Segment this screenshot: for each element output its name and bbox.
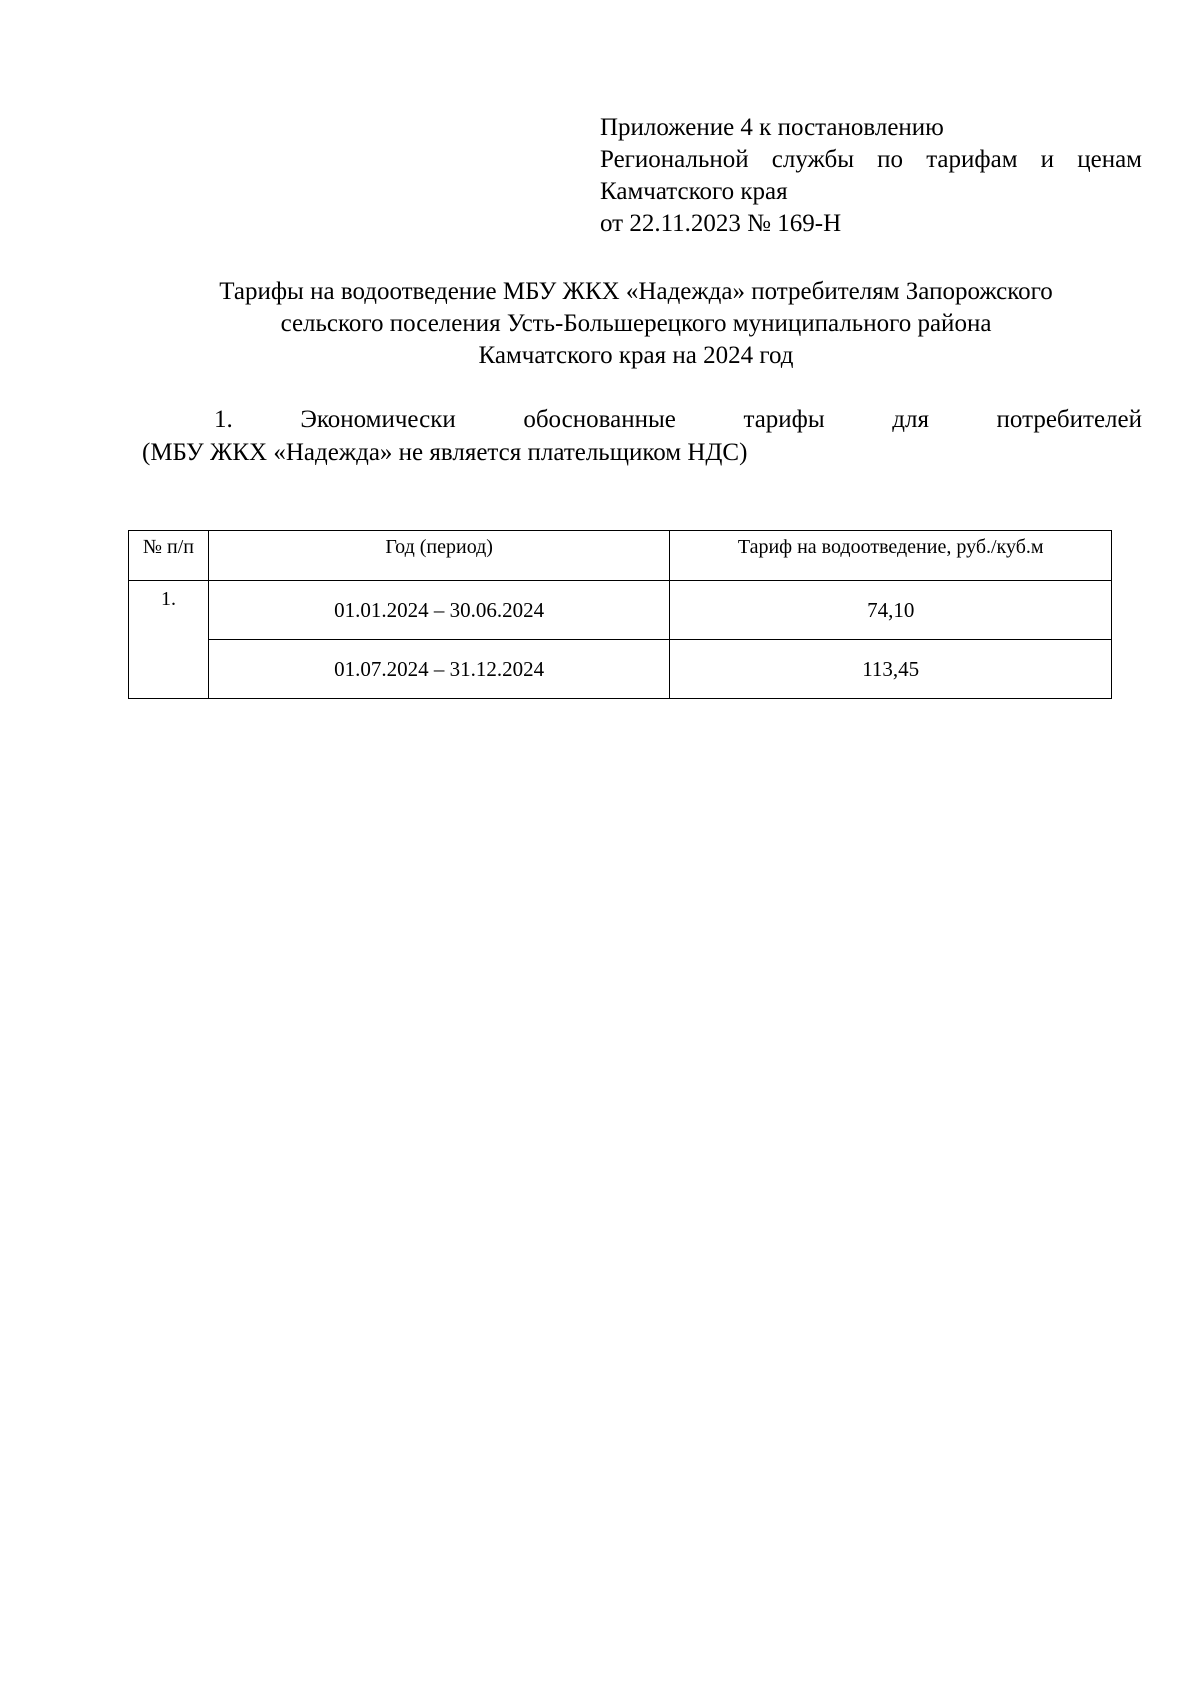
header-period: Год (период) bbox=[208, 531, 670, 581]
cell-period: 01.01.2024 – 30.06.2024 bbox=[208, 581, 670, 640]
appendix-line-3: Камчатского края bbox=[600, 178, 788, 205]
header-num: № п/п bbox=[129, 531, 209, 581]
table-header-row bbox=[129, 531, 1112, 581]
table-row bbox=[129, 640, 1112, 699]
title-line-1: Тарифы на водоотведение МБУ ЖКХ «Надежда» потребителям Запорожского bbox=[219, 278, 1053, 305]
appendix-line-1: Приложение 4 к постановлению bbox=[600, 114, 944, 141]
cell-tariff: 113,45 bbox=[670, 640, 1112, 699]
appendix-block bbox=[600, 112, 1142, 240]
title-line-2: сельского поселения Усть-Большерецкого муниципального района bbox=[280, 310, 992, 337]
cell-tariff: 74,10 bbox=[670, 581, 1112, 640]
appendix-line-2: Региональной службы по тарифам и ценам bbox=[600, 146, 1142, 173]
cell-num: 1. bbox=[129, 581, 209, 699]
table-row bbox=[129, 581, 1112, 640]
title-line-3: Камчатского края на 2024 год bbox=[478, 342, 794, 369]
cell-period: 01.07.2024 – 31.12.2024 bbox=[208, 640, 670, 699]
section-line-1: 1. Экономически обоснованные тарифы для потребителей bbox=[214, 406, 1142, 433]
section-line-2: (МБУ ЖКХ «Надежда» не является плательщиком НДС) bbox=[142, 439, 748, 466]
header-tariff: Тариф на водоотведение, руб./куб.м bbox=[670, 531, 1112, 581]
tariff-table bbox=[128, 530, 1112, 699]
document-title bbox=[130, 276, 1142, 372]
appendix-line-4: от 22.11.2023 № 169-Н bbox=[600, 210, 842, 237]
section-heading bbox=[142, 403, 1142, 469]
